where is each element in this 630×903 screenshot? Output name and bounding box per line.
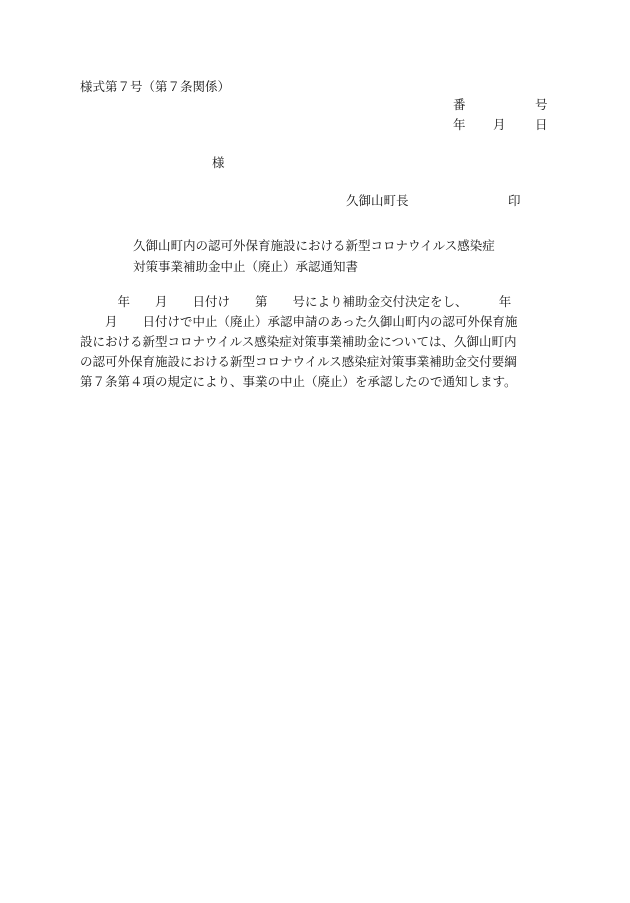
seal-mark: 印 bbox=[508, 193, 521, 208]
date-year-label: 年 bbox=[453, 117, 466, 132]
notice-body-line-4: の認可外保育施設における新型コロナウイルス感染症対策事業補助金交付要綱 bbox=[80, 354, 517, 369]
document-title bbox=[133, 235, 495, 277]
date-day-label: 日 bbox=[535, 117, 548, 132]
document-title-line-1: 久御山町内の認可外保育施設における新型コロナウイルス感染症 bbox=[133, 238, 495, 253]
notice-body-line-2: 月 日付けで中止（廃止）承認申請のあった久御山町内の認可外保育施 bbox=[80, 314, 518, 329]
notice-body bbox=[80, 292, 550, 392]
addressee-honorific: 様 bbox=[212, 155, 225, 170]
issuer-title: 久御山町長 bbox=[346, 193, 409, 208]
document-number-suffix: 号 bbox=[535, 97, 548, 112]
notice-body-line-3: 設における新型コロナウイルス感染症対策事業補助金については、久御山町内 bbox=[80, 334, 517, 349]
date-month-label: 月 bbox=[493, 117, 506, 132]
notice-body-line-5: 第７条第４項の規定により、事業の中止（廃止）を承認したので通知します。 bbox=[80, 374, 517, 389]
document-number-label: 番 bbox=[453, 97, 466, 112]
document-title-line-2: 対策事業補助金中止（廃止）承認通知書 bbox=[133, 259, 359, 274]
notice-body-line-1: 年 月 日付け 第 号により補助金交付決定をし、 年 bbox=[80, 294, 512, 309]
form-number: 様式第７号（第７条関係） bbox=[80, 79, 231, 94]
